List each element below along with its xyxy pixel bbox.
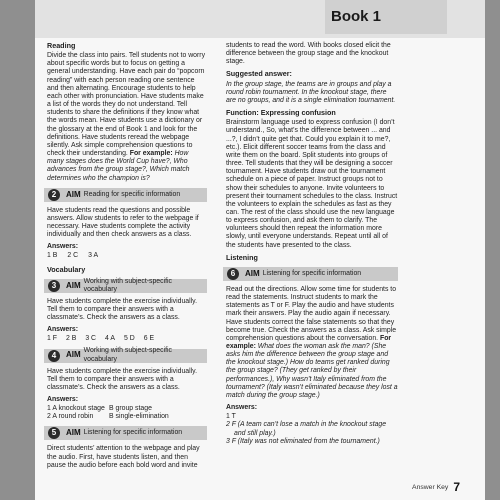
answer: 6 E [143, 335, 155, 343]
answer: 3 A [88, 252, 99, 260]
aim-6-paragraph: Read out the directions. Allow some time for students to read the statements. Instruct students to mark the statements as T or F. Play the audio and have students mark their answers. Play the audio again if necessary. Have students correct the false statements so that they become true. Check the answers as a class. Ask simple comprehension questions about the conversation. For example: What does the woman ask the man? (She asks him the difference between the group stage and the knockout stage.) How do teams get ranked during the group stage? (They get ranked by their performances.), Why wasn’t Italy eliminated from the tournament? (Italy wasn’t eliminated because they lost a match during the group stage.) [226, 285, 398, 399]
answer: 1 B [47, 252, 58, 260]
answers-heading: Answers: [47, 396, 79, 403]
vocabulary-heading: Vocabulary [47, 264, 86, 274]
answer: 2 B [65, 335, 77, 343]
aim-3-number: 3 [48, 280, 60, 292]
aim-2-answers [47, 252, 207, 260]
book-label: Book 1 [331, 8, 382, 25]
aim-2-text: Reading for specific information [83, 190, 181, 198]
aim-3-answers [47, 335, 207, 343]
aim-4-text: Working with subject-specific vocabulary [83, 347, 173, 363]
aim-3-bar [44, 279, 207, 293]
aim-5-bar [44, 426, 207, 440]
answers-heading: Answers: [47, 326, 79, 334]
footer-label: Answer Key [412, 483, 449, 491]
aim-4-answers [47, 405, 207, 421]
answer: 3 F (Italy was not eliminated from the tournament.) [226, 437, 380, 445]
listening-heading: Listening [226, 252, 258, 262]
aim-4-number: 4 [48, 350, 60, 362]
answers-heading: Answers: [47, 243, 79, 251]
answer: 4 A [105, 335, 116, 343]
suggested-answer-heading: Suggested answer: [226, 69, 292, 79]
answer: 2 F (A team can’t lose a match in the knockout stage and still play.) [226, 421, 387, 437]
aim-4-paragraph: Have students complete the exercise individually. Tell them to compare their answers with a classmate’s. Check the answers as a class. [47, 367, 198, 391]
left-column [47, 42, 207, 474]
answer: 1 F [47, 335, 57, 343]
book-tab [325, 0, 447, 34]
aim-6-text: Listening for specific information [262, 269, 362, 277]
answer: 1 A knockout stage [47, 405, 105, 413]
answer: 3 C [85, 335, 97, 343]
aim-label: AIM [66, 428, 81, 438]
answer: B single-elimination [109, 413, 169, 421]
answer: 5 D [124, 335, 135, 343]
aim-5-paragraph: Direct students’ attention to the webpage and play the audio. First, have students listen, and then pause the audio before each bold word and invite [47, 445, 200, 469]
page-footer [412, 480, 460, 494]
aim-2-bar [44, 188, 207, 202]
answer: 1 T [226, 413, 236, 421]
aim-label: AIM [66, 350, 81, 360]
answer: 2 A round robin [47, 413, 94, 421]
aim-label: AIM [245, 268, 260, 278]
aim-3-paragraph: Have students complete the exercise individually. Tell them to compare their answers with a classmate’s. Check the answers as a class. [47, 297, 198, 322]
function-heading: Function: Expressing confusion [226, 108, 336, 118]
aim-label: AIM [66, 189, 81, 199]
continued-paragraph: students to read the word. With books closed elicit the difference between the group stage and the knockout stage. [226, 42, 391, 66]
page-number: 7 [453, 480, 460, 494]
answer: 2 C [67, 252, 79, 260]
aim-4-bar [44, 349, 207, 363]
aim-6-number: 6 [227, 268, 239, 280]
aim-3-text: Working with subject-specific vocabulary [83, 277, 173, 293]
answer: B group stage [109, 405, 152, 413]
function-paragraph: Brainstorm language used to express confusion (I don’t understand., So, what’s the difference between ... and ...?, I didn’t quite get that. Could you explain it to me?, etc.). Elicit different soccer teams from the class and write them on the board. Split students into groups of three. Tell students that they will be designing a soccer tournament. Have students draw out the tournament schedule on a piece of paper. Instruct groups not to show their schedules to anyone. Invite volunteers to present their tournament schedules to the class. Instruct the volunteers to explain the schedules as fast as they can. The rest of the class should use the new language to express confusion, and ask them to clarify. The volunteers should then repeat the information more slowly, until everyone understands. Repeat until all of the students have presented to the class. [226, 119, 398, 249]
suggested-answer-text: In the group stage, the teams are in groups and play a round robin tournament. In the knockout stage, there are no groups, and it is a single elimination tournament. [226, 80, 396, 104]
aim-label: AIM [66, 280, 81, 290]
aim-2-paragraph: Have students read the questions and possible answers. Allow students to refer to the webpage if necessary. Have students complete the activity individually and then check answers as a class. [47, 206, 199, 239]
reading-heading: Reading [47, 41, 76, 50]
reading-paragraph: Divide the class into pairs. Tell students not to worry about specific words but to focus on getting a general understanding. Have each pair do “popcorn reading” with each person reading one sentence and then alternating. Encourage students to help each other with pronunciation. Have students make a list of the words they do not understand. Tell students to share the definitions if they know what the words mean. Have students use a dictionary or the glossary at the end of Book 1 and look for the definitions. Have students reread the webpage silently. Ask simple comprehension questions to check their understanding. For example: How many stages does the World Cup have?, Who advances from the group stage?, Which match determines who the champion is? [47, 52, 206, 182]
answers-heading: Answers: [226, 404, 258, 412]
right-column [226, 42, 398, 446]
aim-5-number: 5 [48, 427, 60, 439]
aim-6-bar [223, 267, 398, 281]
aim-2-number: 2 [48, 189, 60, 201]
aim-5-text: Listening for specific information [83, 429, 183, 437]
